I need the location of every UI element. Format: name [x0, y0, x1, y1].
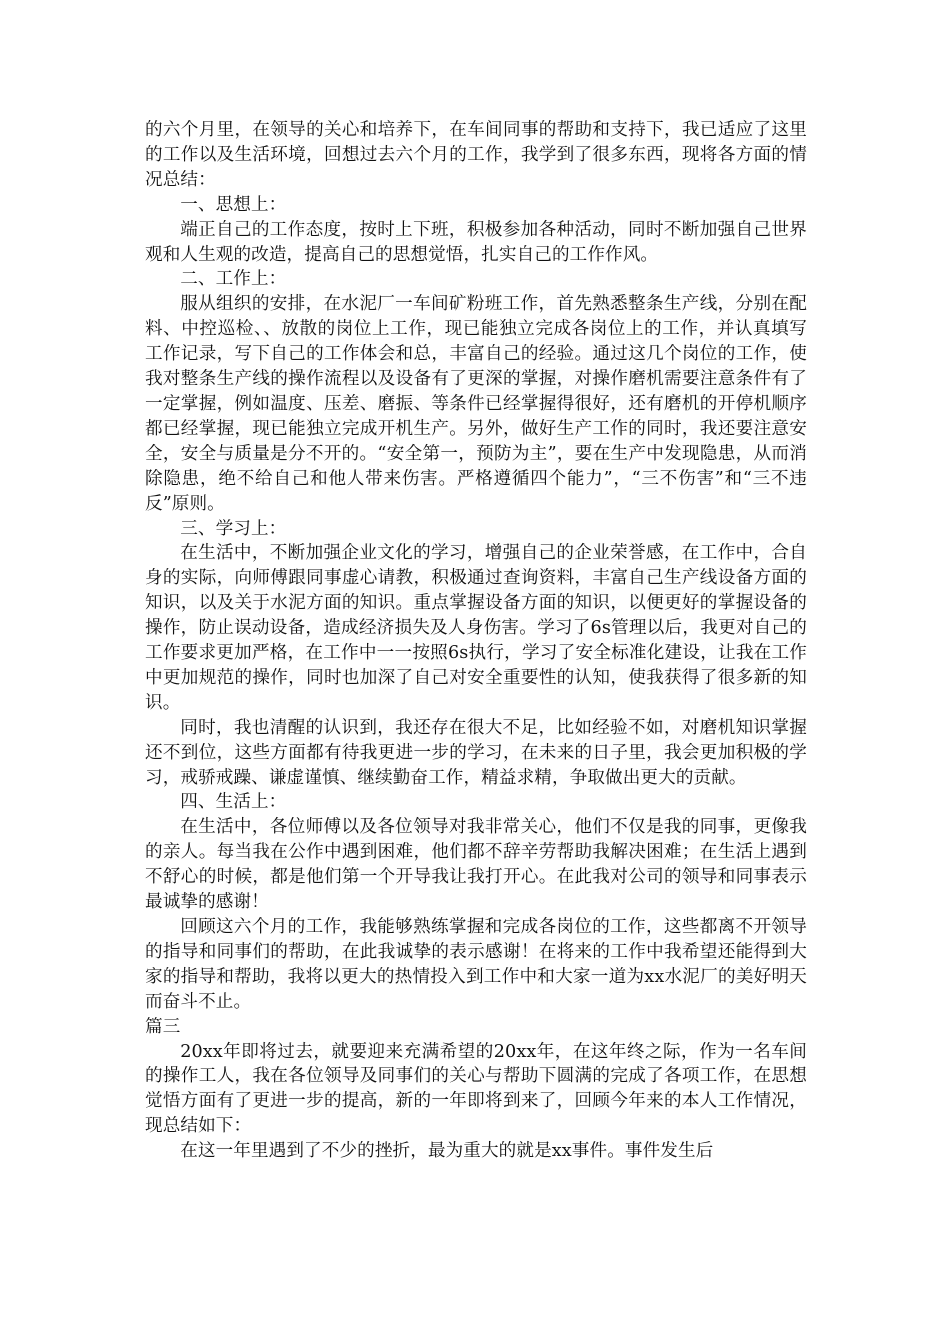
- heading-work: 二、工作上：: [180, 269, 287, 290]
- document-page: [145, 118, 807, 1164]
- paragraph-intro: 的六个月里，在领导的关心和培养下，在车间同事的帮助和支持下，我已适应了这里的工作以及生活环境，回想过去六个月的工作，我学到了很多东西，现将各方面的情况总结：: [145, 120, 807, 190]
- paragraph-thought: 端正自己的工作态度，按时上下班，积极参加各种活动，同时不断加强自己世界观和人生观的改造，提高自己的思想觉悟，扎实自己的工作作风。: [145, 219, 807, 265]
- paragraph-year-setbacks: 在这一年里遇到了不少的挫折，最为重大的就是xx事件。事件发生后: [180, 1141, 714, 1162]
- heading-thought: 一、思想上：: [180, 194, 287, 215]
- heading-life: 四、生活上：: [180, 792, 287, 813]
- paragraph-work: 服从组织的安排，在水泥厂一车间矿粉班工作，首先熟悉整条生产线，分别在配料、中控巡检、、放散的岗位上工作，现已能独立完成各岗位上的工作，并认真填写工作记录，写下自己的工作体会和总，丰富自己的经验。通过这几个岗位的工作，使我对整条生产线的操作流程以及设备有了更深的掌握，对操作磨机需要注意条件有了一定掌握，例如温度、压差、磨振、等条件已经掌握得很好，还有磨机的开停机顺序都已经掌握，现已能独立完成开机生产。另外，做好生产工作的同时，我还要注意安全，安全与质量是分不开的。“安全第一，预防为主”，要在生产中发现隐患，从而消除隐患，绝不给自己和他人带来伤害。严格遵循四个能力”，“三不伤害”和“三不违反”原则。: [145, 294, 807, 514]
- paragraph-shortcomings: 同时，我也清醒的认识到，我还存在很大不足，比如经验不如，对磨机知识掌握还不到位，这些方面都有待我更进一步的学习，在未来的日子里，我会更加积极的学习，戒骄戒躁、谦虚谨慎、继续勤奋工作，精益求精，争取做出更大的贡献。: [145, 717, 807, 788]
- section-title-part-three: 篇三: [145, 1016, 181, 1037]
- paragraph-year-intro: 20xx年即将过去，就要迎来充满希望的20xx年，在这年终之际，作为一名车间的操作工人，我在各位领导及同事们的关心与帮助下圆满的完成了各项工作，在思想觉悟方面有了更进一步的提高，新的一年即将到来了，回顾今年来的本人工作情况，现总结如下：: [145, 1041, 807, 1137]
- paragraph-study: 在生活中，不断加强企业文化的学习，增强自己的企业荣誉感，在工作中，合自身的实际，向师傅跟同事虚心请教，积极通过查询资料，丰富自己生产线设备方面的知识，以及关于水泥方面的知识。重点掌握设备方面的知识，以便更好的掌握设备的操作，防止误动设备，造成经济损失及人身伤害。学习了6s管理以后，我更对自己的工作要求更加严格，在工作中一一按照6s执行，学习了安全标准化建设，让我在工作中更加规范的操作，同时也加深了自己对安全重要性的认知，使我获得了很多新的知识。: [145, 543, 807, 713]
- heading-study: 三、学习上：: [180, 518, 287, 539]
- paragraph-review: 回顾这六个月的工作，我能够熟练掌握和完成各岗位的工作，这些都离不开领导的指导和同事们的帮助，在此我诚挚的表示感谢！在将来的工作中我希望还能得到大家的指导和帮助，我将以更大的热情投入到工作中和大家一道为xx水泥厂的美好明天而奋斗不止。: [145, 917, 807, 1012]
- paragraph-life: 在生活中，各位师傅以及各位领导对我非常关心，他们不仅是我的同事，更像我的亲人。每当我在公作中遇到困难，他们都不辞辛劳帮助我解决困难；在生活上遇到不舒心的时候，都是他们第一个开导我让我打开心。在此我对公司的领导和同事表示最诚挚的感谢！: [145, 817, 807, 913]
